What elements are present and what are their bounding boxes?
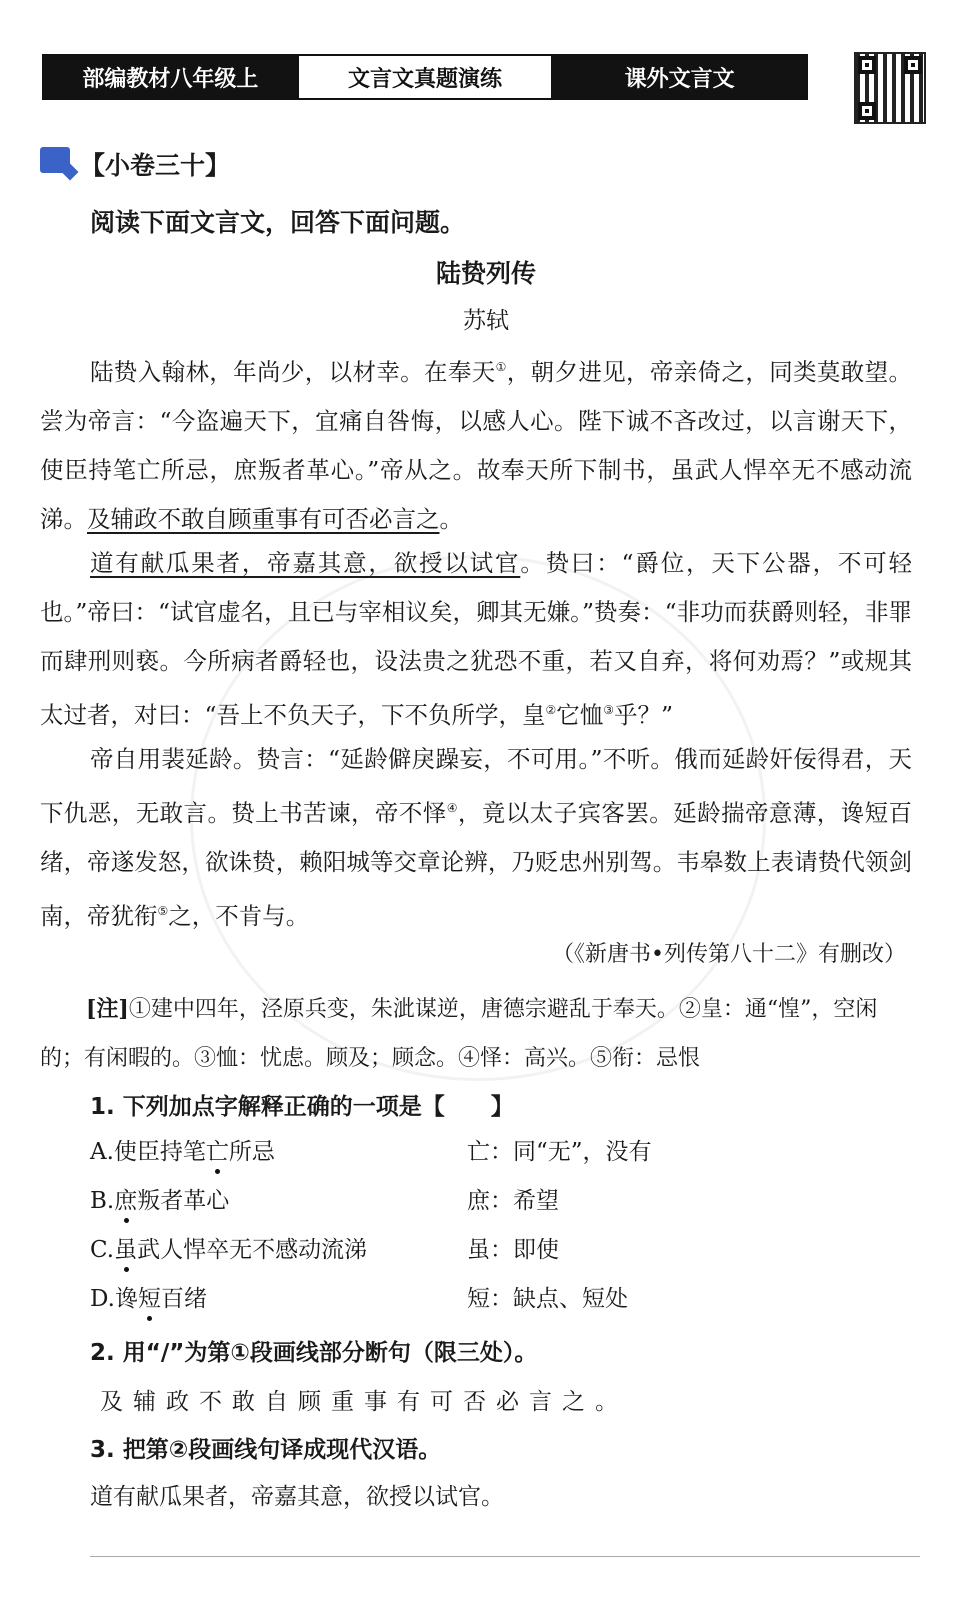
- question-3: 3. 把第②段画线句译成现代汉语。: [90, 1437, 442, 1463]
- qr-code-icon: [854, 52, 926, 124]
- notes: [注]①建中四年，泾原兵变，朱泚谋逆，唐德宗避乱于奉天。②皇：通“惶”，空闲的；有闲暇的。③恤：忧虑。顾及；顾念。④怿：高兴。⑤衔：忌恨: [40, 996, 878, 1071]
- section-marker-icon: [40, 147, 70, 173]
- paragraph-2: 道有献瓜果者，帝嘉其意，欲授以试官。贽曰：“爵位，天下公器，不可轻也。”帝曰：“试官虚名，且已与宰相议矣，卿其无嫌。”贽奏：“非功而获爵则轻，非罪而肆刑则亵。今所病者爵轻也，设法贵之犹恐不重，若又自弃，将何劝焉？”或规其太过者，对曰：“吾上不负天子，下不负所学，皇②它恤③乎？”: [40, 549, 913, 729]
- footer-divider: [90, 1556, 920, 1557]
- question-3-sentence: 道有献瓜果者，帝嘉其意，欲授以试官。: [90, 1484, 504, 1510]
- option-b-explanation: 庶：希望: [467, 1188, 559, 1214]
- header-topic: 文言文真题演练: [297, 56, 554, 98]
- paragraph-3: 帝自用裴延龄。贽言：“延龄僻戾躁妄，不可用。”不听。俄而延龄奸佞得君，天下仇恶，无敢言。贽上书苦谏，帝不怿④，竟以太子宾客罢。延龄揣帝意薄，谗短百绪，帝遂发怒，欲诛贽，赖阳城等交章论辨，乃贬忠州别驾。韦皋数上表请贽代领剑南，帝犹衔⑤之，不肯与。: [40, 745, 913, 930]
- instruction: 阅读下面文言文，回答下面问题。: [90, 208, 466, 237]
- passage-author: 苏轼: [463, 308, 509, 334]
- option-c: C.虽武人悍卒无不感动流涕: [90, 1231, 367, 1264]
- option-c-explanation: 虽：即使: [467, 1237, 559, 1263]
- option-b: B.庶叛者革心: [90, 1182, 229, 1215]
- section-title: 【小卷三十】: [80, 151, 231, 180]
- underlined-sentence-1: 及辅政不敢自顾重事有可否必言之: [87, 504, 440, 533]
- header-grade: 部编教材八年级上: [44, 56, 297, 98]
- question-1: 1. 下列加点字解释正确的一项是【 】: [90, 1094, 514, 1120]
- underlined-sentence-2: 道有献瓜果者，帝嘉其意，欲授以试官: [90, 549, 521, 577]
- header-category: 课外文言文: [553, 56, 806, 98]
- option-d-explanation: 短：缺点、短处: [467, 1286, 628, 1312]
- question-2: 2. 用“/”为第①段画线部分断句（限三处）。: [90, 1340, 538, 1366]
- header-bar: [42, 54, 808, 100]
- question-2-sentence: 及辅政不敢自顾重事有可否必言之。: [100, 1389, 628, 1415]
- option-a: A.使臣持笔亡所忌: [90, 1133, 275, 1166]
- option-d: D.谗短百绪: [90, 1280, 207, 1313]
- passage-source: （《新唐书•列传第八十二》有删改）: [552, 942, 906, 967]
- passage-title: 陆贽列传: [435, 259, 536, 288]
- notes-label: [注]: [86, 996, 129, 1022]
- option-a-explanation: 亡：同“无”，没有: [467, 1139, 652, 1165]
- paragraph-1: 陆贽入翰林，年尚少，以材幸。在奉天①，朝夕进见，帝亲倚之，同类莫敢望。尝为帝言：“今盗遍天下，宜痛自咎悔，以感人心。陛下诚不吝改过，以言谢天下，使臣持笔亡所忌，庶叛者革心。”帝从之。故奉天所下制书，虽武人悍卒无不感动流涕。及辅政不敢自顾重事有可否必言之。: [40, 357, 913, 533]
